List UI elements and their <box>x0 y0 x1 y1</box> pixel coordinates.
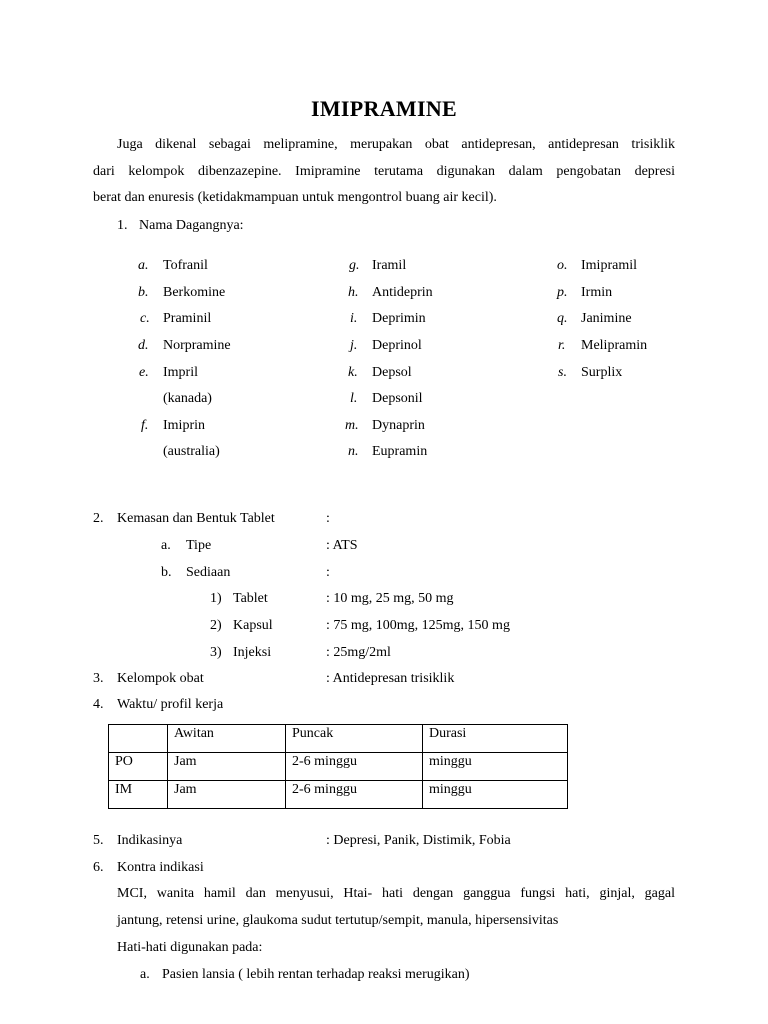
caution-heading: Hati-hati digunakan pada: <box>117 940 263 955</box>
trade-name: Depsol <box>372 365 412 380</box>
table-cell: Puncak <box>286 725 423 753</box>
dosage-label: Tablet <box>233 591 268 606</box>
intro-line: Juga dikenal sebagai melipramine, merupakan obat antidepresan, antidepresan trisiklik <box>117 137 675 152</box>
sublist-value: : ATS <box>326 538 358 553</box>
table-cell <box>109 725 168 753</box>
sublist-letter: a. <box>161 538 171 553</box>
table-cell: Jam <box>168 781 286 809</box>
list-letter: a. <box>138 258 149 273</box>
intro-paragraph <box>93 132 675 212</box>
list-letter: b. <box>138 285 149 300</box>
trade-name: Tofranil <box>163 258 208 273</box>
section-6-number: 6. <box>93 860 104 875</box>
trade-name: Antideprin <box>372 285 433 300</box>
trade-name: Impril <box>163 365 198 380</box>
dosage-number: 2) <box>210 618 222 633</box>
list-letter: j. <box>350 338 358 353</box>
list-letter: l. <box>350 391 358 406</box>
trade-name: Irmin <box>581 285 613 300</box>
section-2-heading: Kemasan dan Bentuk Tablet <box>117 511 275 526</box>
trade-name: Surplix <box>581 365 623 380</box>
trade-name: Imipramil <box>581 258 637 273</box>
table-cell: Durasi <box>423 725 568 753</box>
table-cell: Awitan <box>168 725 286 753</box>
section-1-number: 1. <box>117 218 128 233</box>
list-letter: f. <box>141 418 149 433</box>
section-3-number: 3. <box>93 671 104 686</box>
section-5-number: 5. <box>93 833 104 848</box>
list-letter: q. <box>557 311 568 326</box>
list-letter: d. <box>138 338 149 353</box>
dosage-label: Injeksi <box>233 645 272 660</box>
contraindication-text <box>117 881 675 934</box>
section-3-value: : Antidepresan trisiklik <box>326 671 455 686</box>
section-5-value: : Depresi, Panik, Distimik, Fobia <box>326 833 511 848</box>
section-4-number: 4. <box>93 697 104 712</box>
table-cell: PO <box>109 753 168 781</box>
trade-name-note: (australia) <box>163 444 220 459</box>
caution-letter: a. <box>140 967 150 982</box>
table-cell: 2-6 minggu <box>286 781 423 809</box>
section-1-heading: Nama Dagangnya: <box>139 218 244 233</box>
list-letter: o. <box>557 258 568 273</box>
dosage-value: : 25mg/2ml <box>326 645 391 660</box>
trade-name: Eupramin <box>372 444 428 459</box>
dosage-value: : 10 mg, 25 mg, 50 mg <box>326 591 454 606</box>
table-row <box>109 781 568 809</box>
list-letter: e. <box>139 365 149 380</box>
trade-name: Melipramin <box>581 338 648 353</box>
trade-name: Deprinol <box>372 338 422 353</box>
trade-name: Imiprin <box>163 418 205 433</box>
dosage-value: : 75 mg, 100mg, 125mg, 150 mg <box>326 618 510 633</box>
section-4-heading: Waktu/ profil kerja <box>117 697 224 712</box>
trade-name: Dynaprin <box>372 418 425 433</box>
sublist-label: Sediaan <box>186 565 231 580</box>
list-letter: m. <box>345 418 359 433</box>
dosage-label: Kapsul <box>233 618 273 633</box>
trade-name: Deprimin <box>372 311 426 326</box>
table-cell: minggu <box>423 753 568 781</box>
intro-line: dari kelompok dibenzazepine. Imipramine terutama digunakan dalam pengobatan depresi <box>93 163 675 179</box>
contraindication-line: jantung, retensi urine, glaukoma sudut tertutup/sempit, manula, hipersensivitas <box>117 912 559 928</box>
sublist-value: : <box>326 565 330 580</box>
table-cell: minggu <box>423 781 568 809</box>
list-letter: h. <box>348 285 359 300</box>
section-5-heading: Indikasinya <box>117 833 183 848</box>
caution-item: Pasien lansia ( lebih rentan terhadap reaksi merugikan) <box>162 967 470 982</box>
list-letter: i. <box>350 311 358 326</box>
dosage-number: 1) <box>210 591 222 606</box>
table-cell: 2-6 minggu <box>286 753 423 781</box>
list-letter: k. <box>348 365 358 380</box>
trade-name-note: (kanada) <box>163 391 212 406</box>
dosage-number: 3) <box>210 645 222 660</box>
trade-name: Berkomine <box>163 285 226 300</box>
table-cell: Jam <box>168 753 286 781</box>
list-letter: n. <box>348 444 359 459</box>
table-header-row <box>109 725 568 753</box>
list-letter: g. <box>349 258 360 273</box>
table-cell: IM <box>109 781 168 809</box>
list-letter: s. <box>558 365 567 380</box>
trade-name: Norpramine <box>163 338 231 353</box>
trade-name: Depsonil <box>372 391 423 406</box>
section-2-number: 2. <box>93 511 104 526</box>
list-letter: r. <box>558 338 566 353</box>
section-6-heading: Kontra indikasi <box>117 860 204 875</box>
sublist-label: Tipe <box>186 538 212 553</box>
list-letter: c. <box>140 311 150 326</box>
section-2-value: : <box>326 511 330 526</box>
profile-table <box>108 724 568 809</box>
table-row <box>109 753 568 781</box>
intro-line: berat dan enuresis (ketidakmampuan untuk mengontrol buang air kecil). <box>93 190 497 205</box>
contraindication-line: MCI, wanita hamil dan menyusui, Htai- hati dengan ganggua fungsi hati, ginjal, gagal <box>117 886 675 901</box>
trade-name: Iramil <box>372 258 407 273</box>
list-letter: p. <box>557 285 568 300</box>
sublist-letter: b. <box>161 565 172 580</box>
trade-name: Praminil <box>163 311 212 326</box>
trade-name: Janimine <box>581 311 632 326</box>
page-title: IMIPRAMINE <box>311 96 457 121</box>
section-3-heading: Kelompok obat <box>117 671 204 686</box>
